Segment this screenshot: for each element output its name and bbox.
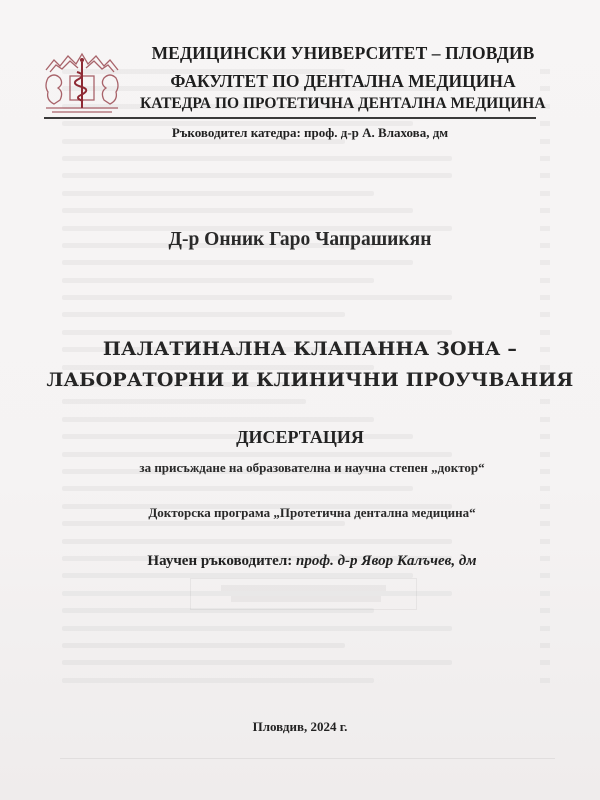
thesis-title-line-1: ПАЛАТИНАЛНА КЛАПАННА ЗОНА –	[102, 338, 518, 360]
bleed-through-rule	[60, 758, 555, 759]
bleed-through-stamp	[190, 578, 417, 610]
department-name: КАТЕДРА ПО ПРОТЕТИЧНА ДЕНТАЛНА МЕДИЦИНА	[140, 95, 546, 112]
department-head: Ръководител катедра: проф. д-р А. Влахова, дм	[171, 125, 449, 140]
university-crest-icon	[42, 50, 122, 116]
supervisor-label: Научен ръководител:	[147, 553, 296, 569]
thesis-title-line-2: ЛАБОРАТОРНИ И КЛИНИЧНИ ПРОУЧВАНИЯ	[46, 369, 574, 391]
scientific-supervisor	[12, 553, 600, 570]
doctoral-program: Докторска програма „Протетична дентална медицина“	[148, 505, 476, 520]
author-name: Д-р Онник Гаро Чапрашикян	[168, 229, 432, 250]
document-type: ДИСЕРТАЦИЯ	[236, 427, 364, 447]
university-name: МЕДИЦИНСКИ УНИВЕРСИТЕТ – ПЛОВДИВ	[151, 43, 535, 63]
header-divider	[44, 117, 536, 119]
supervisor-name: проф. д-р Явор Калъчев, дм	[295, 553, 477, 569]
faculty-name: ФАКУЛТЕТ ПО ДЕНТАЛНА МЕДИЦИНА	[170, 71, 516, 91]
place-and-year: Пловдив, 2024 г.	[252, 719, 348, 734]
degree-award-line: за присъждане на образователна и научна степен „доктор“	[139, 460, 485, 475]
